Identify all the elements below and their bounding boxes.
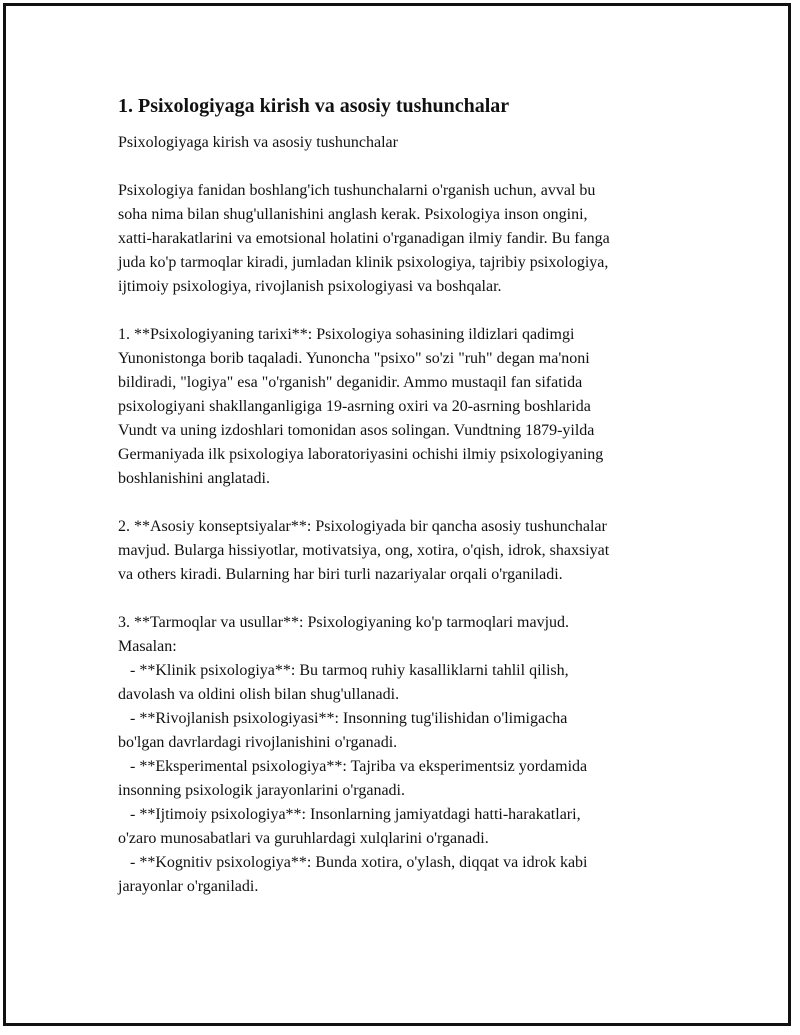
text-line: Vundt va uning izdoshlari tomonidan asos solingan. Vundtning 1879-yilda [118, 422, 595, 439]
text-line: jarayonlar o'rganiladi. [118, 878, 259, 895]
text-line: 1. **Psixologiyaning tarixi**: Psixologiya sohasining ildizlari qadimgi [118, 326, 575, 343]
list-item: - **Ijtimoiy psixologiya**: Insonlarning jamiyatdagi hatti-harakatlari, [118, 806, 581, 823]
list-item: - **Klinik psixologiya**: Bu tarmoq ruhiy kasalliklarni tahlil qilish, [118, 662, 569, 679]
document-subtitle: Psixologiyaga kirish va asosiy tushunchalar [118, 134, 398, 151]
intro-paragraph [118, 179, 708, 299]
document-title: 1. Psixologiyaga kirish va asosiy tushunchalar [118, 95, 510, 117]
text-line: xatti-harakatlarini va emotsional holatini o'rganadigan ilmiy fandir. Bu fanga [118, 230, 610, 247]
list-item: - **Kognitiv psixologiya**: Bunda xotira, o'ylash, diqqat va idrok kabi [118, 854, 588, 871]
text-line: Yunonistonga borib taqaladi. Yunoncha "psixo" so'zi "ruh" degan ma'noni [118, 350, 590, 367]
text-line: Germaniyada ilk psixologiya laboratoriyasini ochishi ilmiy psixologiyaning [118, 446, 604, 463]
text-line: boshlanishini anglatadi. [118, 470, 270, 487]
text-line: insonning psixologik jarayonlarini o'rganadi. [118, 782, 405, 799]
text-line: ijtimoiy psixologiya, rivojlanish psixologiyasi va boshqalar. [118, 278, 502, 295]
text-line: juda ko'p tarmoqlar kiradi, jumladan klinik psixologiya, tajribiy psixologiya, [118, 254, 609, 271]
text-line: davolash va oldini olish bilan shug'ullanadi. [118, 686, 400, 703]
text-line: va others kiradi. Bularning har biri turli nazariyalar orqali o'rganiladi. [118, 566, 563, 583]
document-body [118, 93, 708, 899]
text-line: 2. **Asosiy konseptsiyalar**: Psixologiyada bir qancha asosiy tushunchalar [118, 518, 607, 535]
text-line: psixologiyani shakllanganligiga 19-asrning oxiri va 20-asrning boshlarida [118, 398, 591, 415]
text-line: mavjud. Bularga hissiyotlar, motivatsiya, ong, xotira, o'qish, idrok, shaxsiyat [118, 542, 610, 559]
text-line: o'zaro munosabatlari va guruhlardagi xulqlarini o'rganadi. [118, 830, 489, 847]
text-line: Psixologiya fanidan boshlang'ich tushunchalarni o'rganish uchun, avval bu [118, 182, 596, 199]
list-item: - **Rivojlanish psixologiyasi**: Insonning tug'ilishidan o'limigacha [118, 710, 568, 727]
text-line: Masalan: [118, 638, 177, 655]
text-line: bo'lgan davrlardagi rivojlanishini o'rganadi. [118, 734, 398, 751]
branches-section [118, 611, 708, 899]
text-line: bildiradi, "logiya" esa "o'rganish" deganidir. Ammo mustaqil fan sifatida [118, 374, 583, 391]
list-item: - **Eksperimental psixologiya**: Tajriba va eksperimentsiz yordamida [118, 758, 588, 775]
text-line: soha nima bilan shug'ullanishini anglash kerak. Psixologiya inson ongini, [118, 206, 588, 223]
text-line: 3. **Tarmoqlar va usullar**: Psixologiyaning ko'p tarmoqlari mavjud. [118, 614, 570, 631]
concepts-section [118, 515, 708, 587]
history-section [118, 323, 708, 491]
